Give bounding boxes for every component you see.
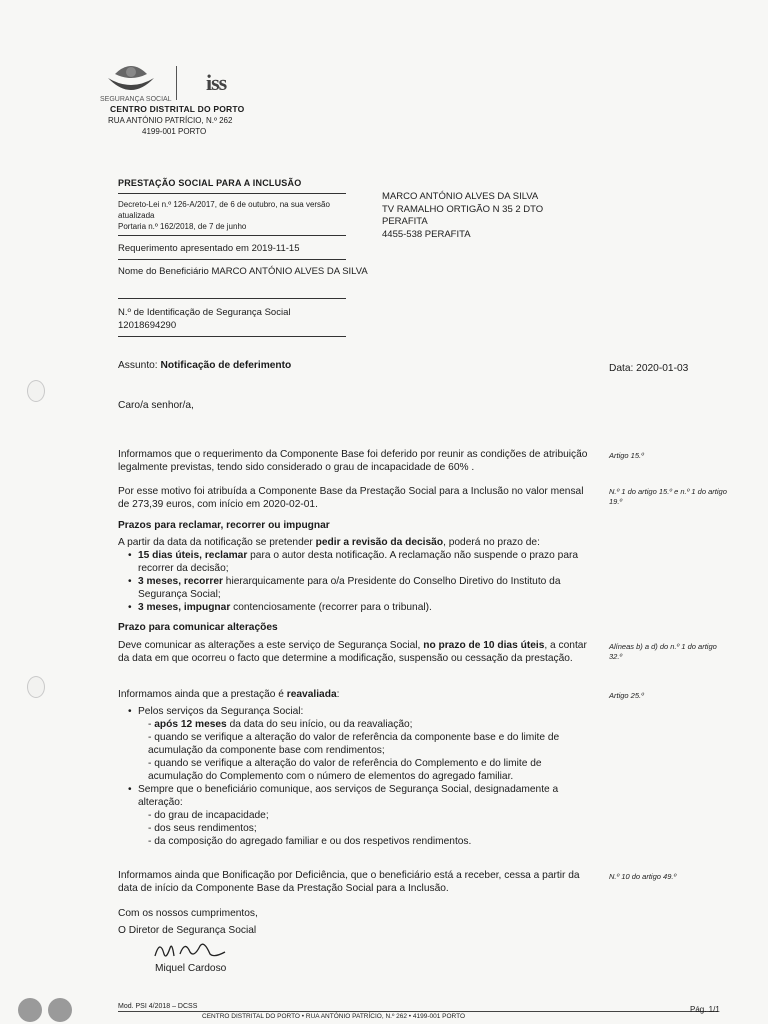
text-run: quando se verifique a alteração do valor de referência da componente base e do limite de acumulação da componente base com rendimentos;	[148, 732, 560, 756]
section-title: PRESTAÇÃO SOCIAL PARA A INCLUSÃO	[118, 178, 302, 188]
paragraph-claims	[118, 536, 594, 549]
list-item: - após 12 meses da data do seu início, ou da reavaliação;	[148, 719, 413, 730]
closing-role: O Diretor de Segurança Social	[118, 925, 257, 936]
recipient-line: 4455-538 PERAFITA	[382, 228, 471, 240]
list-item: • Sempre que o beneficiário comunique, aos serviços de Segurança Social, designadamente a alteração:	[138, 783, 594, 809]
signatory-name: Miquel Cardoso	[155, 963, 227, 974]
footer-divider	[118, 1011, 718, 1012]
margin-note: Alíneas b) a d) do n.º 1 do artigo 32.º	[609, 642, 717, 661]
closing-regards: Com os nossos cumprimentos,	[118, 908, 258, 919]
decree-1: Decreto-Lei n.º 126-A/2017, de 6 de outubro, na sua versão atualizada	[118, 200, 330, 220]
recipient-line: TV RAMALHO ORTIGÃO N 35 2 DTO	[382, 203, 544, 215]
text-run: 3 meses, recorrer	[138, 576, 223, 587]
greeting: Caro/a senhor/a,	[118, 400, 194, 411]
text-run: da composição do agregado familiar e ou dos respetivos rendimentos.	[154, 836, 472, 847]
reassessment-list	[138, 705, 594, 848]
sublist	[138, 809, 594, 848]
divider	[118, 336, 346, 337]
margin-note: N.º 10 do artigo 49.º	[609, 872, 677, 881]
decree-2: Portaria n.º 162/2018, de 7 de junho	[118, 222, 247, 231]
seguranca-social-logo	[100, 62, 172, 104]
text-run: dos seus rendimentos;	[154, 823, 257, 834]
page-number: Pág. 1/1	[690, 1005, 720, 1014]
ssn-value: 12018694290	[118, 320, 177, 331]
list-item: - do grau de incapacidade;	[148, 810, 269, 821]
text-run: 3 meses, impugnar	[138, 602, 231, 613]
margin-note: N.º 1 do artigo 15.º e n.º 1 do artigo 19.º	[609, 487, 727, 506]
text-run: Deve comunicar as alterações a este serviço de Segurança Social,	[118, 640, 424, 651]
org-address: RUA ANTÓNIO PATRÍCIO, N.º 262	[108, 116, 233, 125]
logo-caption: SEGURANÇA SOCIAL	[100, 96, 172, 103]
beneficiary-name: Nome do Beneficiário MARCO ANTÓNIO ALVES DA SILVA	[118, 266, 368, 277]
org-name: CENTRO DISTRITAL DO PORTO	[110, 104, 245, 114]
heading-changes: Prazo para comunicar alterações	[118, 622, 278, 633]
signature	[150, 934, 240, 964]
paragraph-bonus: Informamos ainda que Bonificação por Deficiência, que o beneficiário está a receber, cessa a partir da data de início da Componente Base da Prestação Social para a Inclusão.	[118, 870, 580, 894]
list-item: - dos seus rendimentos;	[148, 823, 257, 834]
text-run: 15 dias úteis, reclamar	[138, 550, 248, 561]
list-item	[138, 549, 594, 575]
recipient-line: MARCO ANTÓNIO ALVES DA SILVA	[382, 191, 539, 202]
subject-line	[118, 359, 291, 372]
footer-dot	[48, 998, 72, 1022]
form-code: Mod. PSI 4/2018 – DCSS	[118, 1003, 198, 1010]
text-run: no prazo de 10 dias úteis	[423, 640, 545, 651]
paragraph-reassessment	[118, 688, 594, 701]
text-run: para o autor desta notificação. A reclamação não suspende o prazo para recorrer da decisão;	[138, 550, 579, 574]
list-item: - da composição do agregado familiar e ou dos respetivos rendimentos.	[148, 836, 472, 847]
text-run: contenciosamente (recorrer para o tribunal).	[230, 602, 432, 613]
divider	[118, 235, 346, 236]
text-run: , a contar da data em que ocorreu o facto que determine a modificação, suspensão ou cessação da prestação.	[118, 640, 587, 664]
claims-list	[138, 549, 594, 614]
punch-hole	[27, 380, 45, 402]
list-item: - quando se verifique a alteração do valor de referência do Complemento e do limite de acumulação do Complemento com o número de elementos do agregado familiar.	[148, 758, 542, 782]
text-run: pedir a revisão da decisão	[315, 537, 444, 548]
text-run: hierarquicamente para o/a Presidente do Conselho Diretivo do Instituto da Segurança Social;	[138, 576, 561, 600]
margin-note: Artigo 15.º	[609, 451, 644, 460]
paragraph-changes	[118, 639, 594, 665]
text-run: do grau de incapacidade;	[154, 810, 269, 821]
iss-logo: iss	[206, 70, 227, 95]
ssn-label: N.º de Identificação de Segurança Social	[118, 307, 291, 318]
subject-value: Notificação de deferimento	[160, 360, 292, 371]
request-date: Requerimento apresentado em 2019-11-15	[118, 243, 300, 254]
text-run: reavaliada	[286, 689, 337, 700]
header-divider	[176, 66, 177, 100]
text-run: :	[336, 689, 340, 700]
footer-dot	[18, 998, 42, 1022]
paragraph-deferral: Informamos que o requerimento da Componente Base foi deferido por reunir as condições de atribuição legalmente previstas, tendo sido considerado o grau de incapacidade de 60% .	[118, 449, 588, 473]
recipient-address	[382, 191, 543, 241]
text-run: quando se verifique a alteração do valor de referência do Complemento e do limite de acumulação do Complemento com o número de elementos do agregado familiar.	[148, 758, 542, 782]
paragraph-amount: Por esse motivo foi atribuída a Componente Base da Prestação Social para a Inclusão no valor mensal de 273,39 euros, com início em 2020-02-01.	[118, 486, 584, 510]
org-postal: 4199-001 PORTO	[142, 127, 207, 136]
text-run: Informamos ainda que a prestação é	[118, 689, 287, 700]
footer-address: CENTRO DISTRITAL DO PORTO • RUA ANTÓNIO PATRÍCIO, N.º 262 • 4199-001 PORTO	[202, 1013, 466, 1020]
margin-note: Artigo 25.º	[609, 691, 644, 700]
divider	[118, 298, 346, 299]
sublist	[138, 718, 594, 783]
letter-date: Data: 2020-01-03	[609, 363, 689, 374]
list-item: - quando se verifique a alteração do valor de referência da componente base e do limite de acumulação da componente base com rendimentos;	[148, 732, 560, 756]
divider	[118, 193, 346, 194]
text-run: após 12 meses	[154, 719, 227, 730]
text-run: A partir da data da notificação se pretender	[118, 537, 316, 548]
text-run: , poderá no prazo de:	[443, 537, 540, 548]
text-run: da data do seu início, ou da reavaliação;	[226, 719, 413, 730]
list-item	[138, 575, 594, 601]
divider	[118, 259, 346, 260]
heading-claims: Prazos para reclamar, recorrer ou impugnar	[118, 520, 330, 531]
recipient-line: PERAFITA	[382, 216, 428, 227]
subject-label: Assunto:	[118, 360, 158, 371]
seguranca-social-logo-icon	[100, 62, 162, 96]
list-item	[138, 601, 594, 614]
list-item: • Pelos serviços da Segurança Social:	[138, 705, 594, 718]
punch-hole	[27, 676, 45, 698]
